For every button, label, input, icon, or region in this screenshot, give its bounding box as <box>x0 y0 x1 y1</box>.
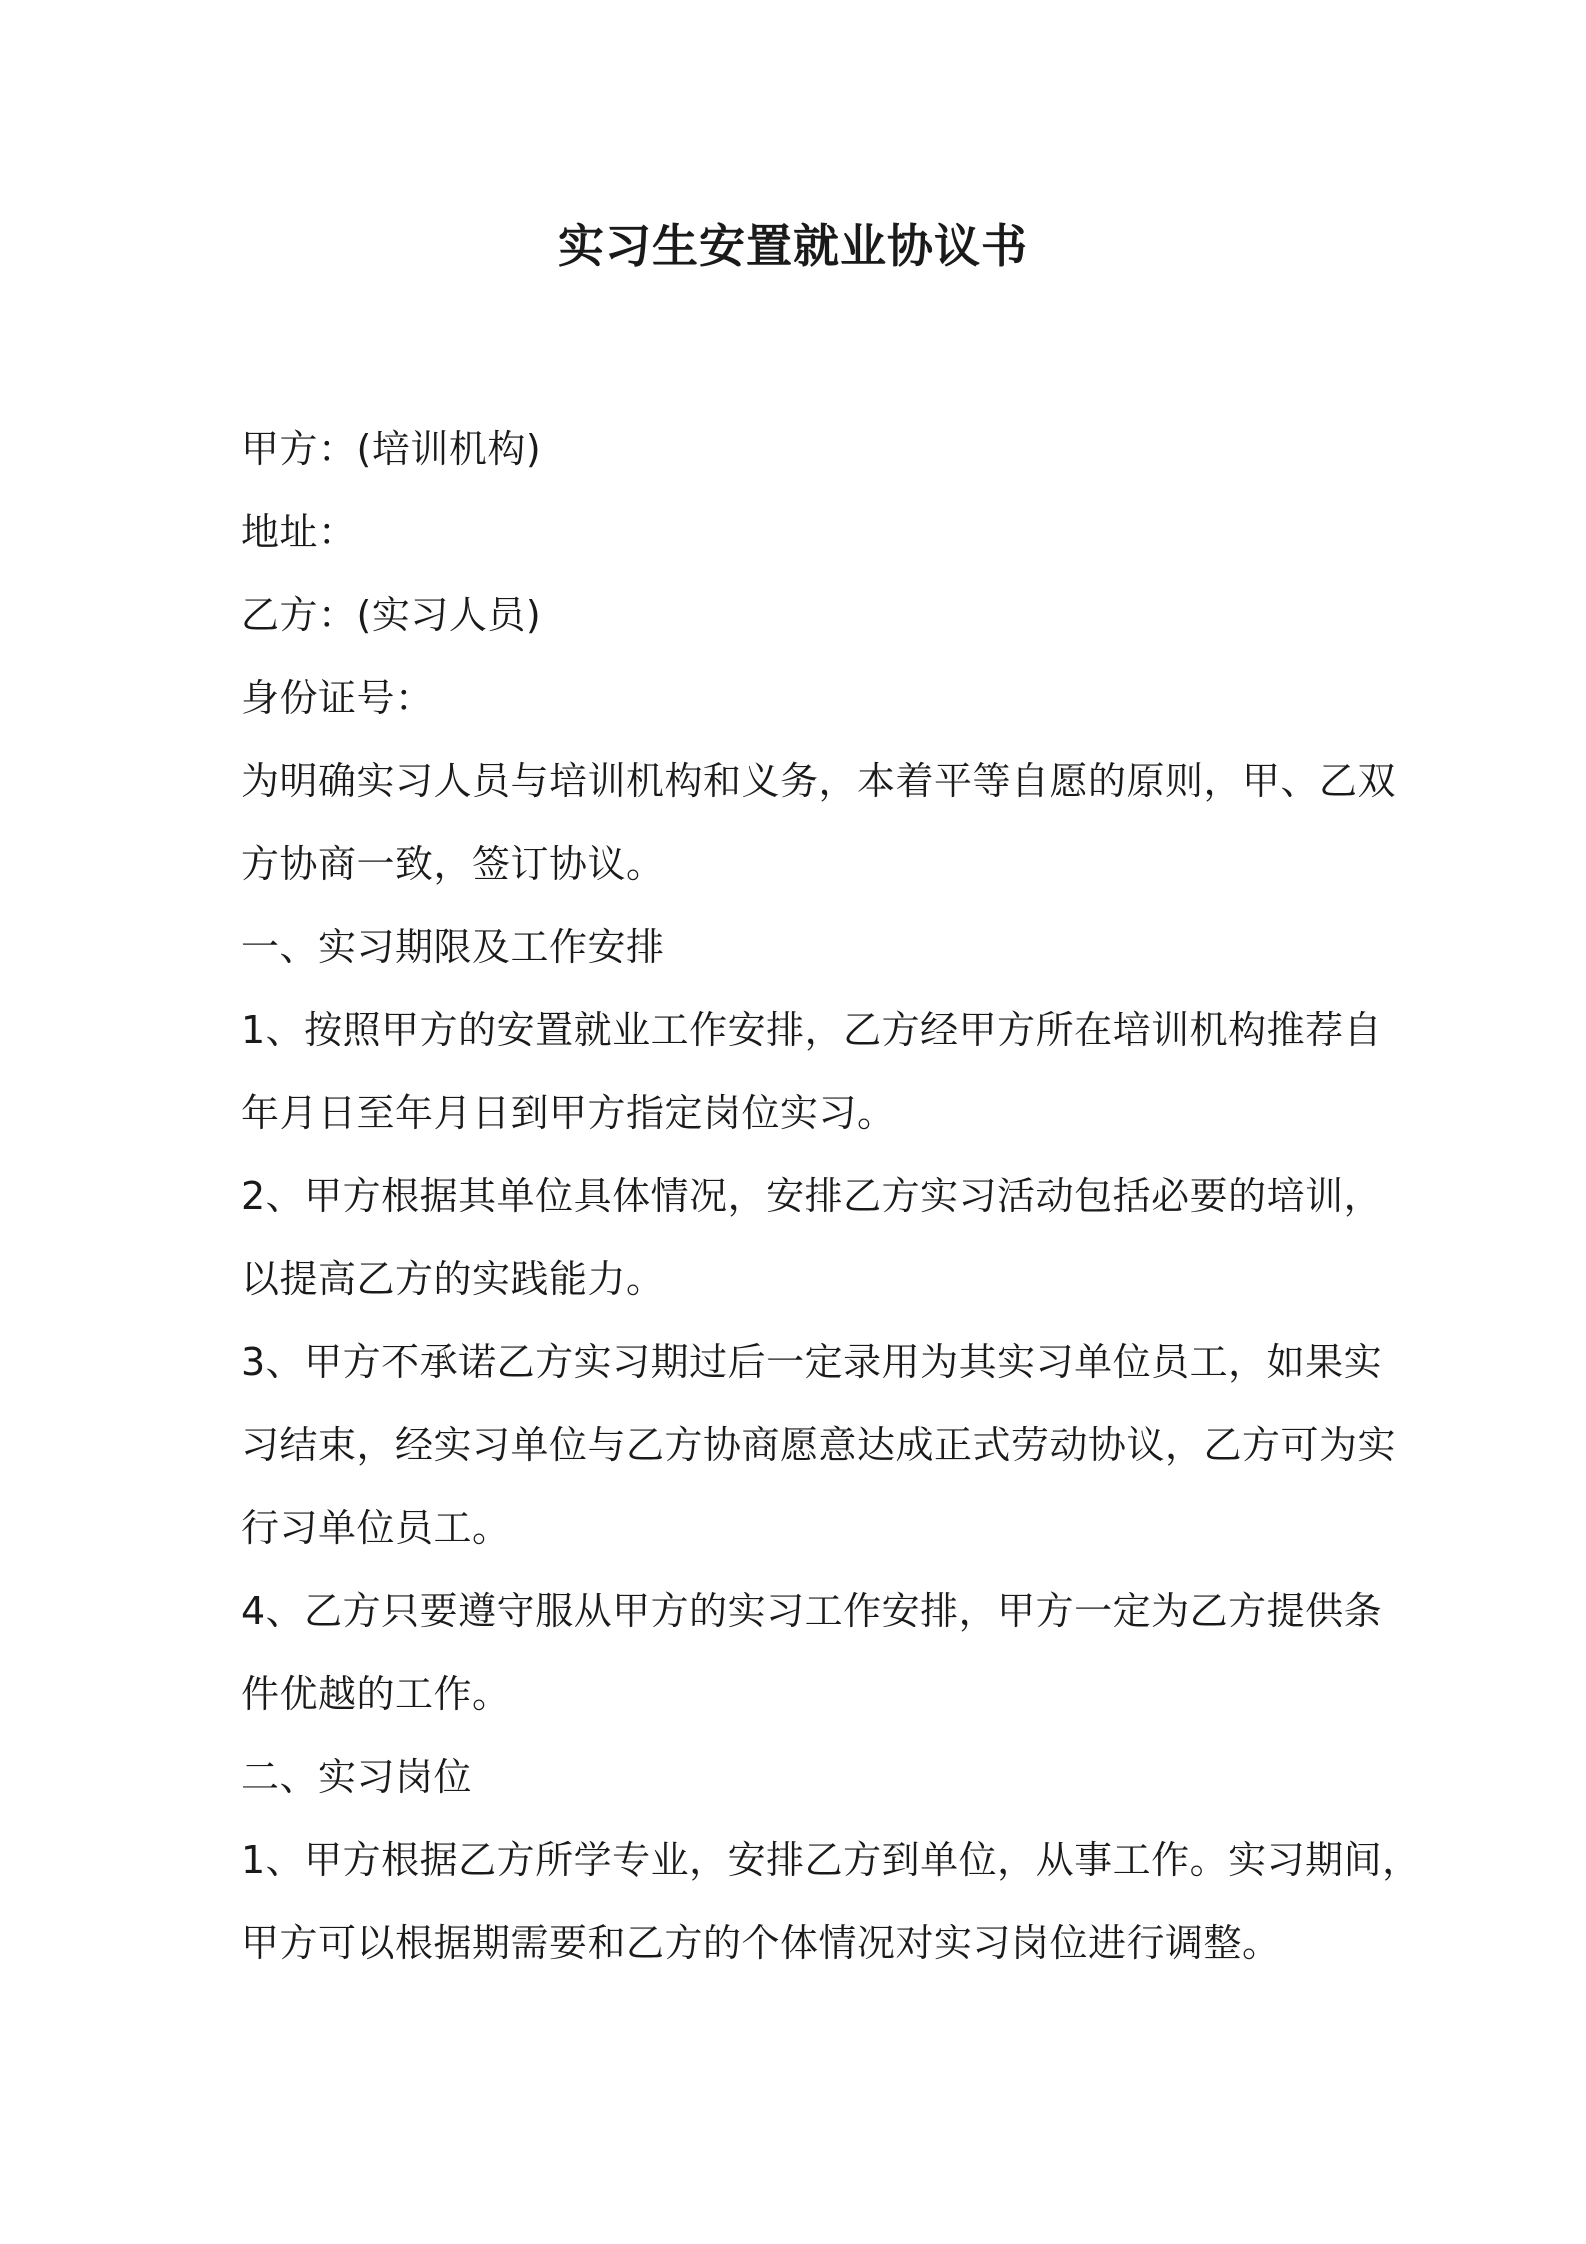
preamble-line: 为明确实习人员与培训机构和义务，本着平等自愿的原则，甲、乙双 <box>241 759 1397 803</box>
clause-line: 行习单位员工。 <box>241 1506 511 1550</box>
id-number-line: 身份证号： <box>241 676 434 720</box>
document-body <box>241 408 1421 1985</box>
party-b-line: 乙方：(实习人员) <box>241 593 542 637</box>
clause-line: 件优越的工作。 <box>241 1672 511 1716</box>
preamble-line: 方协商一致，签订协议。 <box>241 842 665 886</box>
clause-line: 以提高乙方的实践能力。 <box>241 1257 665 1301</box>
clause-line: 甲方可以根据期需要和乙方的个体情况对实习岗位进行调整。 <box>241 1921 1281 1965</box>
document-title: 实习生安置就业协议书 <box>558 219 1028 273</box>
section-heading: 二、实习岗位 <box>241 1755 473 1799</box>
party-a-line: 甲方：(培训机构) <box>241 427 542 471</box>
clause-line: 习结束，经实习单位与乙方协商愿意达成正式劳动协议，乙方可为实 <box>241 1423 1397 1467</box>
clause-line: 1、甲方根据乙方所学专业，安排乙方到单位，从事工作。实习期间， <box>241 1838 1421 1882</box>
address-line: 地址： <box>241 510 357 554</box>
clause-line: 1、按照甲方的安置就业工作安排，乙方经甲方所在培训机构推荐自 <box>241 1008 1383 1052</box>
section-heading: 一、实习期限及工作安排 <box>241 925 665 969</box>
clause-line: 3、甲方不承诺乙方实习期过后一定录用为其实习单位员工，如果实 <box>241 1340 1383 1384</box>
clause-line: 年月日至年月日到甲方指定岗位实习。 <box>241 1091 896 1135</box>
clause-line: 4、乙方只要遵守服从甲方的实习工作安排，甲方一定为乙方提供条 <box>241 1589 1383 1633</box>
clause-line: 2、甲方根据其单位具体情况，安排乙方实习活动包括必要的培训， <box>241 1174 1383 1218</box>
